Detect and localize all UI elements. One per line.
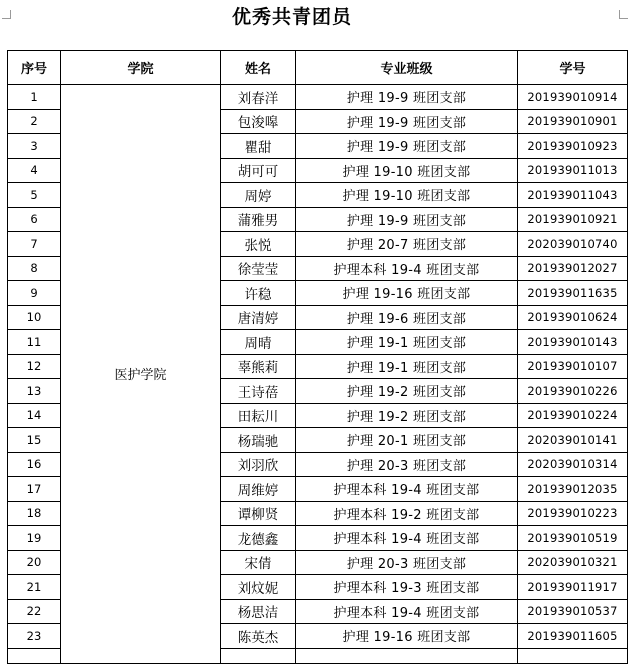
- cell-no: 11: [8, 330, 61, 355]
- cell-no: 19: [8, 526, 61, 551]
- cell-no: 22: [8, 599, 61, 624]
- cell-no: 20: [8, 550, 61, 575]
- cell-student-id: 201939010519: [518, 526, 628, 551]
- cell-no: 16: [8, 452, 61, 477]
- header-college: 学院: [61, 51, 221, 85]
- cell-class: 护理 20-7 班团支部: [296, 232, 518, 257]
- cell-student-id: 201939010624: [518, 305, 628, 330]
- cell-no: 10: [8, 305, 61, 330]
- cell-class: 护理 19-9 班团支部: [296, 85, 518, 110]
- cell-student-id: 202039010314: [518, 452, 628, 477]
- cell-no: 13: [8, 379, 61, 404]
- header-student-id: 学号: [518, 51, 628, 85]
- cell-no: 21: [8, 575, 61, 600]
- cell-no: 9: [8, 281, 61, 306]
- cell-student-id: 201939010537: [518, 599, 628, 624]
- cell-class: 护理 20-1 班团支部: [296, 428, 518, 453]
- cell-no: 3: [8, 134, 61, 159]
- cell-name: 谭柳贤: [221, 501, 296, 526]
- cell-class: 护理 19-9 班团支部: [296, 207, 518, 232]
- cell-name: 包浚嗥: [221, 109, 296, 134]
- cell-no: 18: [8, 501, 61, 526]
- cell-student-id: 201939011013: [518, 158, 628, 183]
- cell-student-id: 201939012035: [518, 477, 628, 502]
- table-row: [8, 85, 628, 110]
- cell-name: [221, 648, 296, 663]
- cell-no: [8, 648, 61, 663]
- cell-name: 杨思洁: [221, 599, 296, 624]
- cell-class: 护理 19-1 班团支部: [296, 354, 518, 379]
- cell-class: 护理 20-3 班团支部: [296, 550, 518, 575]
- cell-name: 杨瑞驰: [221, 428, 296, 453]
- cell-student-id: 201939010107: [518, 354, 628, 379]
- cell-student-id: 202039010141: [518, 428, 628, 453]
- cell-student-id: 202039010740: [518, 232, 628, 257]
- cell-no: 4: [8, 158, 61, 183]
- cell-name: 周晴: [221, 330, 296, 355]
- cell-student-id: 201939011043: [518, 183, 628, 208]
- cell-name: 刘羽欣: [221, 452, 296, 477]
- cell-class: 护理 19-10 班团支部: [296, 183, 518, 208]
- cell-student-id: 201939011635: [518, 281, 628, 306]
- cell-student-id: 201939010921: [518, 207, 628, 232]
- cell-name: 周维婷: [221, 477, 296, 502]
- cell-no: 15: [8, 428, 61, 453]
- cell-student-id: 201939010226: [518, 379, 628, 404]
- cell-no: 7: [8, 232, 61, 257]
- cell-student-id: 202039010321: [518, 550, 628, 575]
- cell-name: 周婷: [221, 183, 296, 208]
- cell-student-id: 201939010901: [518, 109, 628, 134]
- cell-name: 蒲雅男: [221, 207, 296, 232]
- cell-class: 护理本科 19-3 班团支部: [296, 575, 518, 600]
- table-body: [8, 85, 628, 664]
- cell-student-id: 201939010914: [518, 85, 628, 110]
- cell-name: 瞿甜: [221, 134, 296, 159]
- cell-name: 许稳: [221, 281, 296, 306]
- cell-no: 12: [8, 354, 61, 379]
- cell-student-id: 201939010223: [518, 501, 628, 526]
- cell-no: 23: [8, 624, 61, 649]
- header-name: 姓名: [221, 51, 296, 85]
- cell-class: 护理 19-16 班团支部: [296, 281, 518, 306]
- cell-class: 护理 19-9 班团支部: [296, 134, 518, 159]
- cell-student-id: [518, 648, 628, 663]
- page-title: [0, 2, 630, 29]
- cell-college: 医护学院: [61, 85, 221, 664]
- cell-no: 2: [8, 109, 61, 134]
- cell-name: 陈英杰: [221, 624, 296, 649]
- cell-no: 6: [8, 207, 61, 232]
- cell-student-id: 201939010224: [518, 403, 628, 428]
- cell-name: 刘春洋: [221, 85, 296, 110]
- cell-class: 护理本科 19-4 班团支部: [296, 477, 518, 502]
- cell-name: 唐清婷: [221, 305, 296, 330]
- cell-no: 1: [8, 85, 61, 110]
- cell-name: 田耘川: [221, 403, 296, 428]
- cell-class: 护理 19-2 班团支部: [296, 379, 518, 404]
- cell-no: 14: [8, 403, 61, 428]
- cell-no: 5: [8, 183, 61, 208]
- cell-class: 护理 20-3 班团支部: [296, 452, 518, 477]
- cell-student-id: 201939011605: [518, 624, 628, 649]
- cell-class: 护理本科 19-2 班团支部: [296, 501, 518, 526]
- cell-student-id: 201939012027: [518, 256, 628, 281]
- cell-student-id: 201939010923: [518, 134, 628, 159]
- cell-student-id: 201939011917: [518, 575, 628, 600]
- cell-no: 17: [8, 477, 61, 502]
- cell-class: 护理本科 19-4 班团支部: [296, 599, 518, 624]
- cell-class: 护理 19-6 班团支部: [296, 305, 518, 330]
- cell-class: [296, 648, 518, 663]
- cell-class: 护理本科 19-4 班团支部: [296, 526, 518, 551]
- cell-class: 护理 19-10 班团支部: [296, 158, 518, 183]
- cell-class: 护理 19-2 班团支部: [296, 403, 518, 428]
- cell-student-id: 201939010143: [518, 330, 628, 355]
- cell-class: 护理 19-9 班团支部: [296, 109, 518, 134]
- cell-name: 王诗蓓: [221, 379, 296, 404]
- cell-name: 宋倩: [221, 550, 296, 575]
- cell-class: 护理本科 19-4 班团支部: [296, 256, 518, 281]
- cell-name: 徐莹莹: [221, 256, 296, 281]
- cell-no: 8: [8, 256, 61, 281]
- cell-name: 辜熊莉: [221, 354, 296, 379]
- honor-roster-table: [7, 50, 628, 664]
- cell-name: 胡可可: [221, 158, 296, 183]
- page-title-text: 优秀共青团员: [231, 6, 352, 28]
- cell-name: 刘炆妮: [221, 575, 296, 600]
- header-class: 专业班级: [296, 51, 518, 85]
- cell-class: 护理 19-1 班团支部: [296, 330, 518, 355]
- cell-name: 张悦: [221, 232, 296, 257]
- cell-class: 护理 19-16 班团支部: [296, 624, 518, 649]
- cell-name: 龙德鑫: [221, 526, 296, 551]
- table-header-row: [8, 51, 628, 85]
- header-no: 序号: [8, 51, 61, 85]
